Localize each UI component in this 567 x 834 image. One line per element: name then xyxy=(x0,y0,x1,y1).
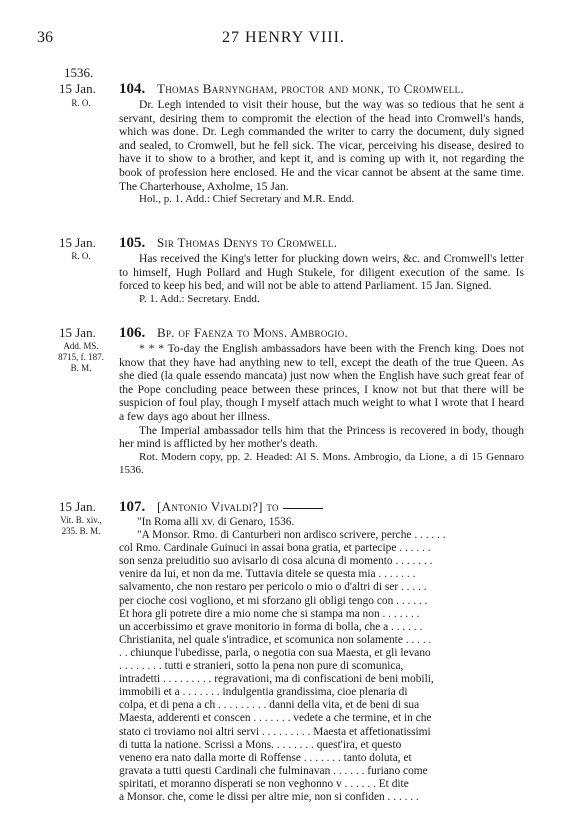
letter-line: spiritati, et moranno disperati se non veghonno v . . . . . . Et dite xyxy=(119,777,409,790)
letter-line: Et hora gli potrete dire a mio nome che si stampa ma non . . . . . . . xyxy=(119,607,420,620)
letter-line: colpa, et di pena a ch . . . . . . . . . danni della vita, et de beni di sua xyxy=(119,699,420,712)
running-title: 27 HENRY VIII. xyxy=(222,29,345,46)
letter-line: veneno era nato dalla morte di Roffense . . . . . . . tanto doluta, et xyxy=(119,751,412,764)
letter-line: Maesta, adderenti et conscen . . . . . . . vedete a che termine, et in che xyxy=(119,712,432,725)
entry-paragraph: The Imperial ambassador tells him that the Princess is recovered in body, though her mind is afflicted by her mother's death. xyxy=(119,423,524,451)
entry-endorsement: Hol., p. 1. Add.: Chief Secretary and M.R. Endd. xyxy=(139,193,355,206)
entry-title: Sir Thomas Denys to Cromwell. xyxy=(157,235,338,250)
year-heading: 1536. xyxy=(64,65,94,80)
entry-body xyxy=(119,252,524,306)
entry-number: 107. xyxy=(119,499,146,515)
entry-body xyxy=(119,98,524,207)
letter-line: son senza preiuditio suo avisarlo di cosa alcuna di momento . . . . . . . xyxy=(119,555,433,568)
entry-date: 15 Jan. xyxy=(59,325,96,340)
entry-number: 104. xyxy=(119,81,146,97)
letter-transcription xyxy=(119,516,524,804)
letter-line: gravata a tutti questi Cardinali che fulminavan . . . . . . furiano come xyxy=(119,764,428,777)
ellipsis-stars: * * * xyxy=(139,342,165,355)
entry-number: 106. xyxy=(119,325,146,341)
entry-endorsement: P. 1. Add.: Secretary. Endd. xyxy=(139,292,260,305)
letter-line: per cioche cosi vogliono, et mi sforzano gli obligi tengo con . . . . . . xyxy=(119,594,428,607)
entry-paragraph: Has received the King's letter for plucking down weirs, &c. and Cromwell's letter to himself, Hugh Pollard and Hugh Stukele, for diligent execution of the same. Is forced to keep his bed, and will not be able to attend Parliament. 15 Jan. Signed. xyxy=(119,252,524,293)
letter-line: col Rmo. Cardinale Guinuci in assai bona gratia, et partecipe . . . . . . xyxy=(119,542,431,555)
entry-title: Bp. of Faenza to Mons. Ambrogio. xyxy=(157,325,349,340)
recipient-blank xyxy=(283,508,323,509)
letter-line: di tutta la natione. Scrissi a Mons. . . . . . . . quest'ira, et questo xyxy=(119,738,402,751)
letter-line: "A Monsor. Rmo. di Canturberi non ardisco scrivere, perche . . . . . . xyxy=(137,529,446,542)
letter-line: . . chiunque l'ubedisse, parla, o negotia con sua Maesta, et gli levano xyxy=(119,646,431,659)
letter-line: immobili et a . . . . . . . indulgentia grandissima, cioe plenaria di xyxy=(119,686,408,699)
letter-line: intradetti . . . . . . . . . regravationi, ma di confiscationi de beni mobili, xyxy=(119,673,434,686)
letter-line: venire da lui, et non da me. Tuttavia ditele se questa mia . . . . . . . xyxy=(119,568,416,581)
entry-date: 15 Jan. xyxy=(59,499,96,514)
letter-line: un accerbissimo et grave monitorio in forma di bolla, che a . . . . . . xyxy=(119,620,423,633)
letter-line: salvamento, che non restaro per pericolo o mio o d'altri di ser . . . . . xyxy=(119,581,427,594)
entry-title-text: [Antonio Vivaldi?] to xyxy=(157,499,279,514)
source-note: R. O. xyxy=(71,251,91,261)
letter-line: a Monsor. che, come le dissi per altre mie, non si confiden . . . . . . xyxy=(119,790,419,803)
entry-title: Thomas Barnyngham, proctor and monk, to Cromwell. xyxy=(157,81,464,96)
letter-line: "In Roma alli xv. di Genaro, 1536. xyxy=(137,516,295,528)
entry-paragraph-text: To-day the English ambassadors have been with the French king. Does not know that they have had anything new to tell, except the death of the true Queen. As she died (la quale essendo mancata) just now when the English have such great fear of the Pope concluding peace between these princes, I know not but that there will be suspicion of foul play, though I myself attach much weight to what I wrote that I heard a few days ago about her illness. xyxy=(119,342,524,423)
entry-endorsement: Rot. Modern copy, pp. 2. Headed: Al S. Mons. Ambrogio, da Lione, a di 15 Gennaro 1536. xyxy=(119,450,524,477)
entry-title xyxy=(157,499,323,515)
entry-paragraph: Dr. Legh intended to visit their house, but the way was so tedious that he sent a servant, desiring them to compromit the election of the head into Cromwell's hands, which was done. Dr. Legh commanded the writer to carry the document, duly signed and sealed, to Cromwell, but he fell sick. The vicar, perceiving his disease, desired to have it to show to a brother, and kept it, and is coming up with it, not regarding the book of profession here enclosed. He and the vicar cannot be absent at the same time. The Charterhouse, Axholme, 15 Jan. xyxy=(119,98,524,193)
source-note: Add. MS. 8715, f. 187. B. M. xyxy=(58,341,104,373)
letter-line: stato ci troviamo noi altri servi . . . . . . . . . Maesta et affetionatissimi xyxy=(119,725,431,738)
entry-number: 105. xyxy=(119,235,146,251)
source-note: R. O. xyxy=(71,98,91,108)
page-number: 36 xyxy=(37,29,53,46)
entry-date: 15 Jan. xyxy=(59,235,96,250)
entry-paragraph xyxy=(119,342,524,424)
letter-line: Christianita, nel quale s'intradice, et scomunica non solamente . . . . . xyxy=(119,633,432,646)
entry-body xyxy=(119,342,524,478)
source-note: Vit. B. xiv., 235. B. M. xyxy=(60,515,102,536)
entry-date: 15 Jan. xyxy=(59,81,96,96)
letter-line: . . . . . . . . tutti e stranieri, sotto la pena non pure di scomunica, xyxy=(119,660,404,673)
